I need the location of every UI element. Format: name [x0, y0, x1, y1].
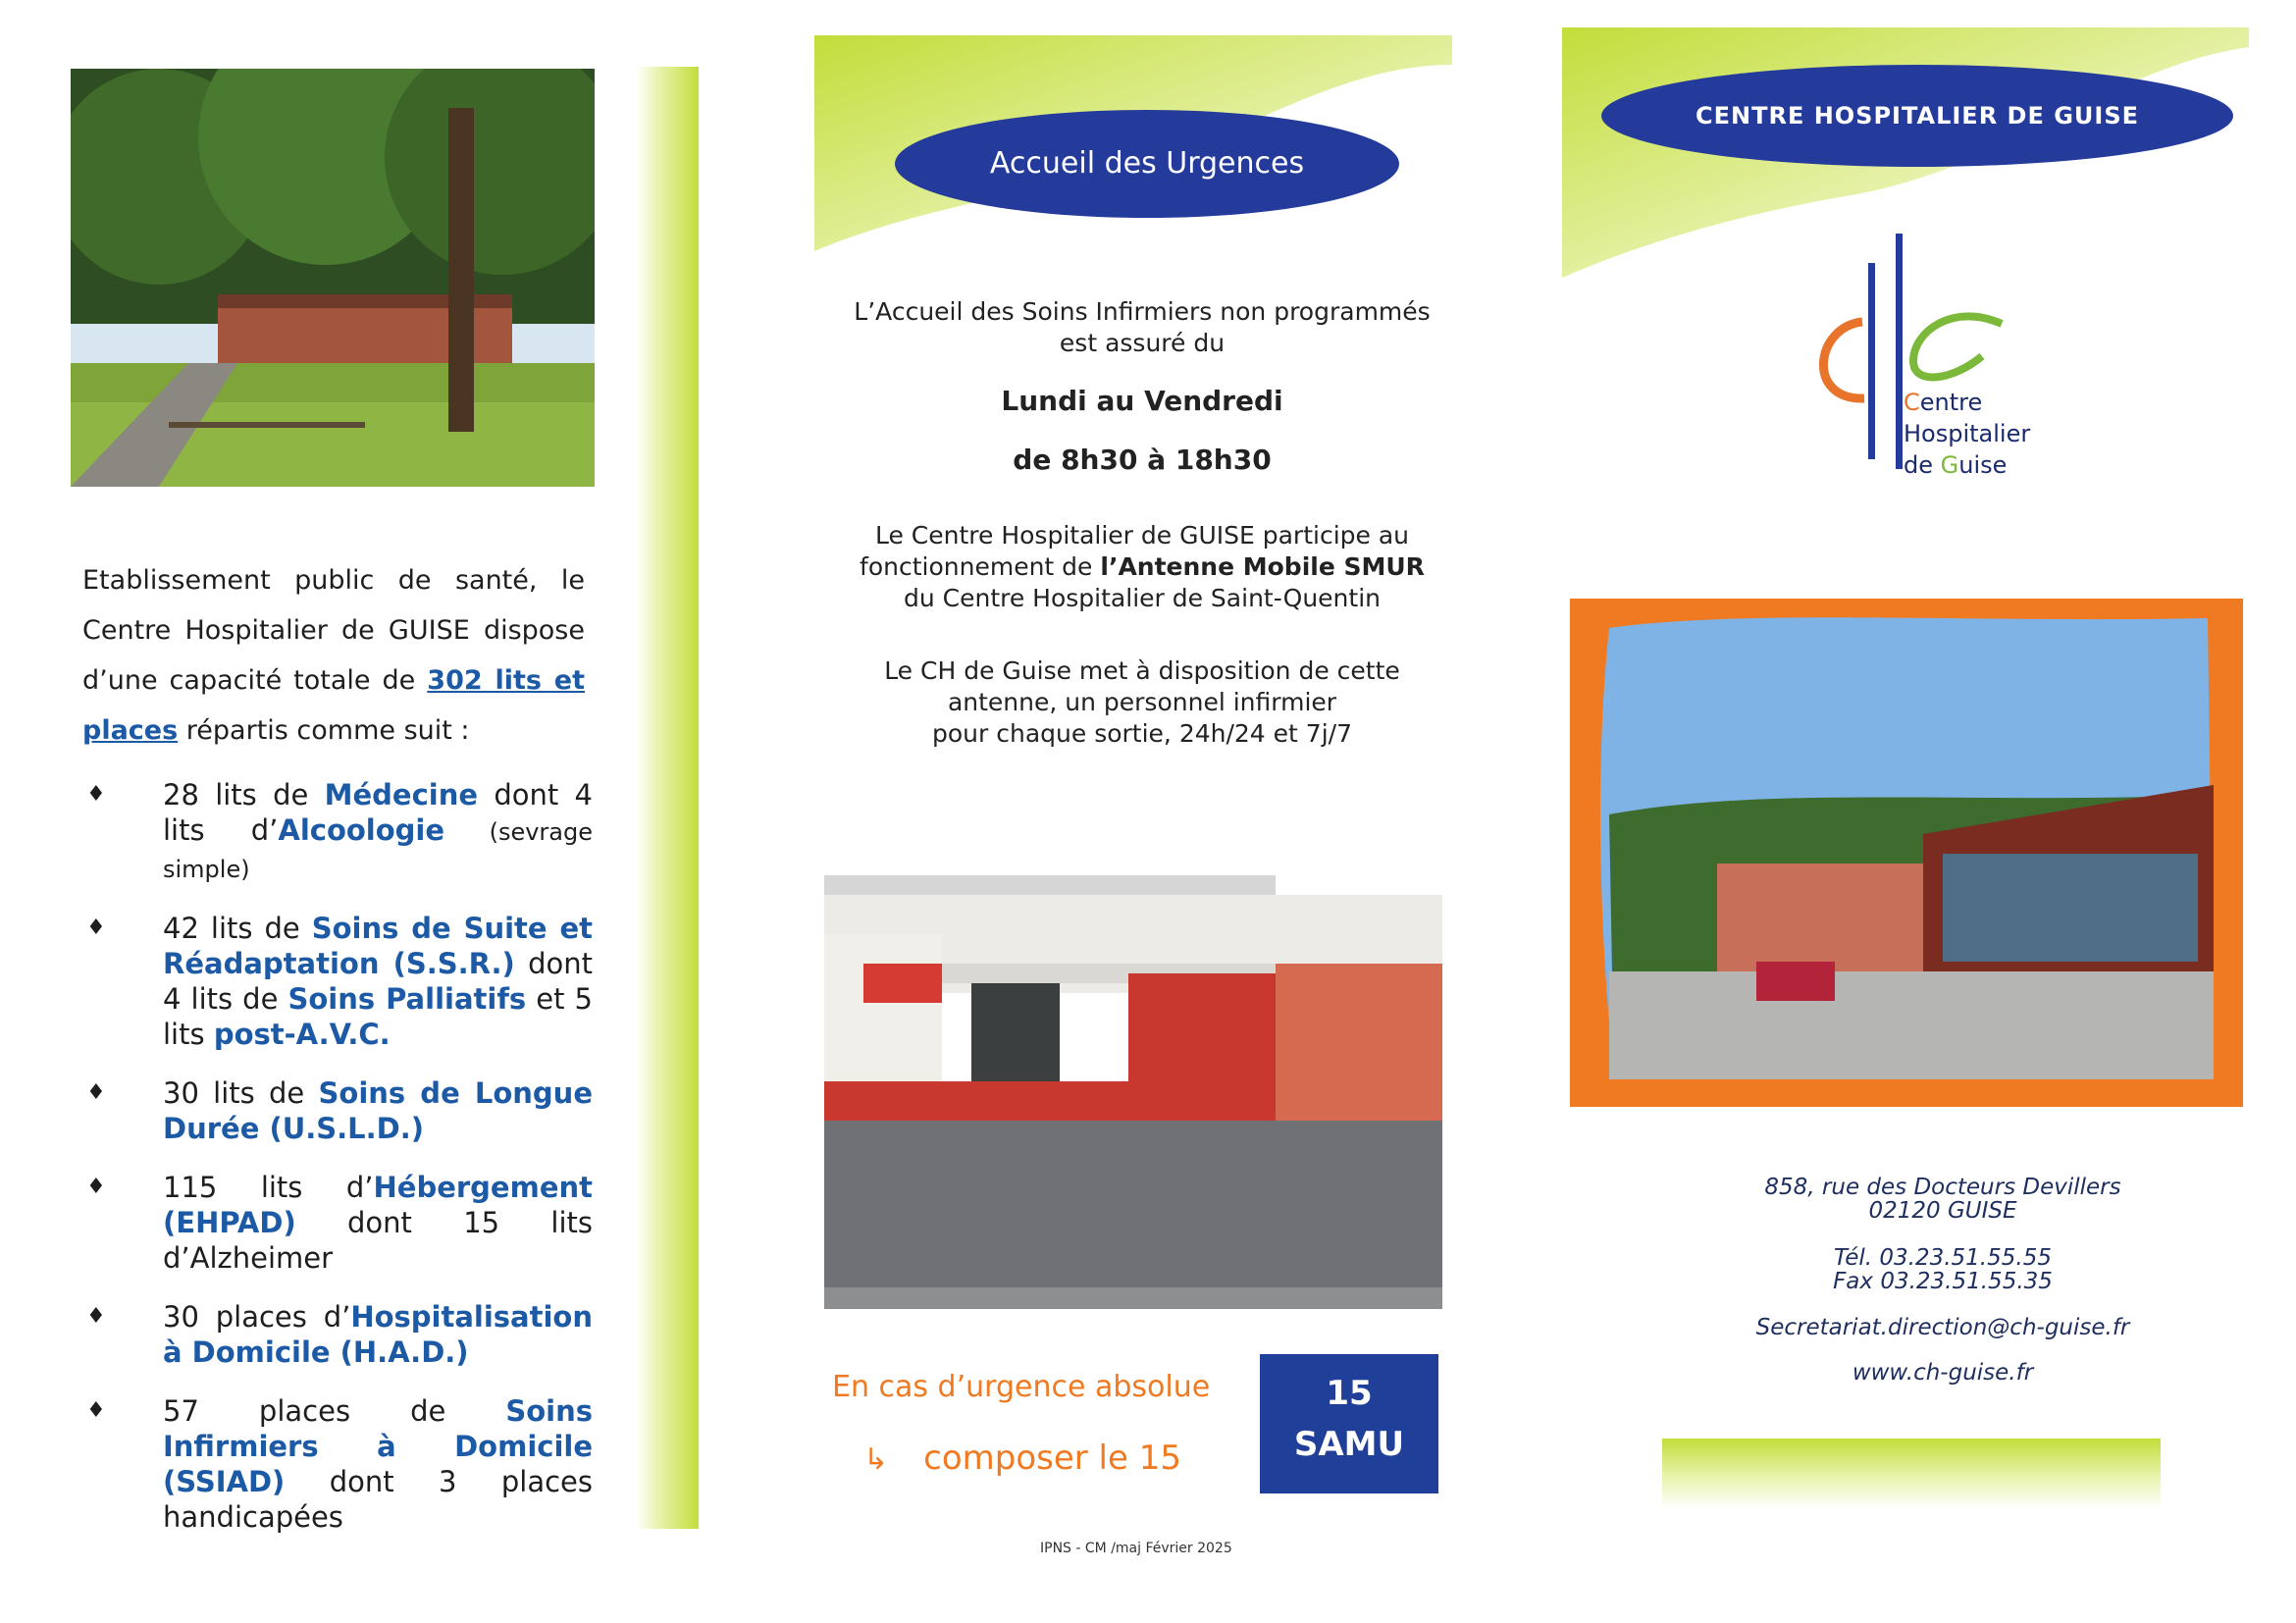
opening-days: Lundi au Vendredi [1001, 385, 1283, 417]
item-text: 42 lits de [163, 912, 312, 945]
samu-number: 15 [1326, 1374, 1373, 1413]
list-item [82, 1170, 593, 1276]
smur-line: du Centre Hospitalier de Saint-Quentin [903, 584, 1381, 612]
phone-number: Tél. 03.23.51.55.55 [1834, 1245, 2052, 1271]
item-highlight: Hébergement (EHPAD) [163, 1171, 593, 1239]
staff-line: pour chaque sortie, 24h/24 et 7j/7 [932, 719, 1352, 748]
list-item [82, 911, 593, 1052]
list-item [82, 1299, 593, 1370]
item-highlight: Soins Palliatifs [287, 982, 527, 1016]
logo-word: ospitalier [1921, 420, 2031, 447]
arrow-right-icon: ↳ [863, 1442, 889, 1477]
diamond-bullet-icon: ♦ [86, 1080, 106, 1105]
fax-number: Fax 03.23.51.55.35 [1833, 1269, 2053, 1294]
address-line: 02120 GUISE [1868, 1198, 2017, 1224]
staff-line: antenne, un personnel infirmier [947, 688, 1337, 716]
address-line: 858, rue des Docteurs Devillers [1764, 1175, 2121, 1200]
facility-list [82, 777, 593, 1558]
logo-letter: C [1904, 389, 1920, 416]
diamond-bullet-icon: ♦ [86, 1398, 106, 1423]
diamond-bullet-icon: ♦ [86, 1175, 106, 1199]
diamond-bullet-icon: ♦ [86, 916, 106, 940]
hospital-building-photo [1570, 599, 2243, 1107]
smur-name: l’Antenne Mobile SMUR [1100, 552, 1425, 581]
urgences-title: Accueil des Urgences [895, 110, 1399, 218]
item-highlight: post-A.V.C. [213, 1018, 391, 1051]
intro-text [820, 296, 1464, 359]
item-text: dont 4 lits de [163, 947, 593, 1016]
capacity-intro-end: répartis comme suit : [178, 715, 470, 746]
contact-numbers [1678, 1246, 2208, 1293]
urgent-call-label: composer le 15 [923, 1439, 1181, 1478]
hospital-logo-text [1904, 387, 2030, 481]
green-divider-bar [636, 67, 699, 1529]
samu-badge [1260, 1354, 1438, 1493]
staff-text [820, 655, 1464, 750]
logo-word: uise [1958, 451, 2008, 479]
item-text: 30 lits de [163, 1076, 319, 1110]
item-text: 115 lits d’ [163, 1171, 374, 1204]
item-highlight: Soins Infirmiers à Domicile (SSIAD) [163, 1394, 593, 1498]
address [1678, 1176, 2208, 1223]
item-text: (sevrage simple) [163, 818, 593, 883]
logo-letter: H [1904, 420, 1922, 447]
opening-hours: de 8h30 à 18h30 [1013, 444, 1272, 476]
item-highlight: Soins de Longue Durée (U.S.L.D.) [163, 1076, 593, 1145]
capacity-intro [82, 555, 585, 756]
smur-text [820, 520, 1464, 614]
urgent-text: En cas d’urgence absolue [832, 1370, 1211, 1404]
footer-note: IPNS - CM /maj Février 2025 [1040, 1541, 1232, 1556]
logo-word: entre [1919, 389, 1983, 416]
hospital-title: CENTRE HOSPITALIER DE GUISE [1601, 65, 2233, 167]
capacity-intro-text: Etablissement public de santé, le Centre Hospitalier de GUISE dispose d’une capacité totale de [82, 565, 585, 696]
item-text: 57 places de [163, 1394, 506, 1428]
smur-line: Le Centre Hospitalier de GUISE participe au [874, 521, 1410, 550]
item-highlight: Hospitalisation à Domicile (H.A.D.) [163, 1300, 593, 1369]
item-text: 28 lits de [163, 778, 325, 812]
list-item [82, 1393, 593, 1535]
emergency-entrance-photo [824, 816, 1442, 1309]
smur-line: fonctionnement de [860, 552, 1101, 581]
diamond-bullet-icon: ♦ [86, 782, 106, 807]
diamond-bullet-icon: ♦ [86, 1304, 106, 1329]
item-text: et 5 lits [163, 982, 593, 1051]
email-link[interactable]: Secretariat.direction@ch-guise.fr [1755, 1315, 2130, 1340]
website-link[interactable]: www.ch-guise.fr [1852, 1360, 2034, 1386]
urgent-call-text [863, 1439, 1181, 1478]
intro-line: est assuré du [1059, 329, 1226, 357]
item-highlight: Soins de Suite et Réadaptation (S.S.R.) [163, 912, 593, 980]
capacity-highlight: 302 lits et places [82, 665, 586, 746]
green-bottom-bar [1662, 1439, 2161, 1509]
item-text: dont 3 places handicapées [163, 1465, 593, 1534]
list-item [82, 1075, 593, 1146]
staff-line: Le CH de Guise met à disposition de cette [884, 656, 1400, 685]
intro-line: L’Accueil des Soins Infirmiers non programmés [854, 297, 1431, 326]
item-text: dont 4 lits d’ [163, 778, 593, 847]
list-item [82, 777, 593, 887]
item-text: 30 places d’ [163, 1300, 351, 1334]
item-highlight: Alcoologie [278, 813, 445, 847]
logo-word: de [1904, 451, 1941, 479]
item-text: dont 15 lits d’Alzheimer [163, 1206, 593, 1275]
logo-letter: G [1940, 451, 1959, 479]
item-highlight: Médecine [324, 778, 479, 812]
hospital-park-photo [71, 69, 595, 487]
samu-label: SAMU [1293, 1425, 1405, 1464]
